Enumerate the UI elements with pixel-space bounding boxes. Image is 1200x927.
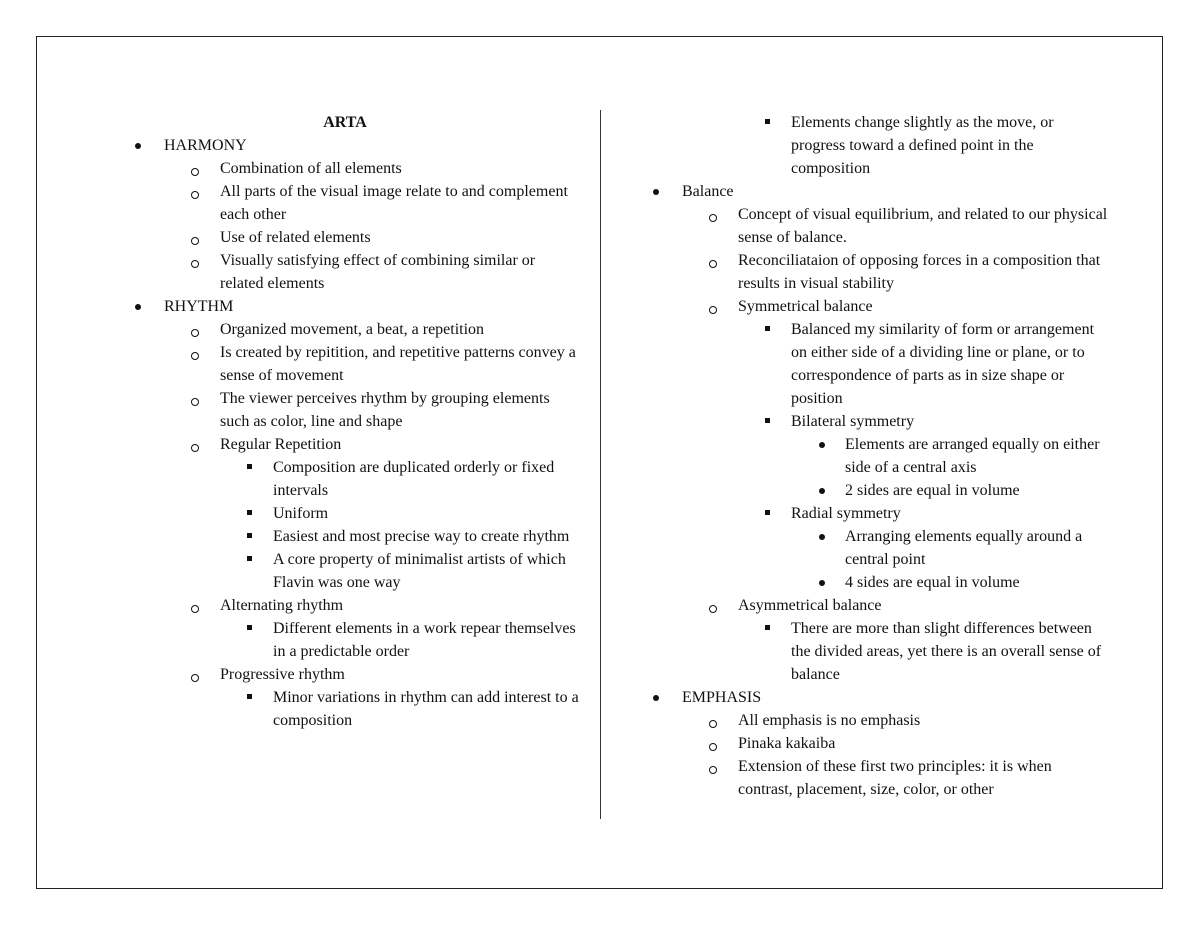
outline-item-level-3 xyxy=(628,502,1108,525)
hollow-circle-bullet-icon xyxy=(191,444,199,452)
outline-item-text: Visually satisfying effect of combining similar or related elements xyxy=(220,252,536,292)
outline-item-level-2 xyxy=(628,594,1108,617)
bullet-icon xyxy=(135,143,141,149)
bullet-icon xyxy=(135,304,141,310)
outline-item-level-2 xyxy=(628,249,1108,295)
bullet-icon xyxy=(819,442,825,448)
outline-item-text: 2 sides are equal in volume xyxy=(845,482,1020,499)
hollow-circle-bullet-icon xyxy=(709,260,717,268)
outline-item-level-3 xyxy=(110,456,580,502)
outline-item-level-1 xyxy=(628,180,1108,203)
outline-item-text: Alternating rhythm xyxy=(220,597,344,614)
outline-item-level-4 xyxy=(628,433,1108,479)
hollow-circle-bullet-icon xyxy=(191,674,199,682)
outline-item-level-3 xyxy=(110,502,580,525)
outline-item-level-4 xyxy=(628,571,1108,594)
outline-item-level-2 xyxy=(110,433,580,456)
hollow-circle-bullet-icon xyxy=(191,398,199,406)
outline-item-level-2 xyxy=(110,180,580,226)
outline-item-text: EMPHASIS xyxy=(682,689,762,706)
outline-item-level-2 xyxy=(628,203,1108,249)
square-bullet-icon xyxy=(247,464,252,469)
outline-item-text: Use of related elements xyxy=(220,229,371,246)
square-bullet-icon xyxy=(765,119,770,124)
outline-item-level-1 xyxy=(628,686,1108,709)
square-bullet-icon xyxy=(765,418,770,423)
outline-item-level-4 xyxy=(628,479,1108,502)
outline-item-level-2 xyxy=(110,249,580,295)
outline-item-level-3 xyxy=(628,318,1108,410)
outline-item-text: Symmetrical balance xyxy=(738,298,873,315)
hollow-circle-bullet-icon xyxy=(191,237,199,245)
outline-item-text: Reconciliataion of opposing forces in a composition that results in visual stability xyxy=(738,252,1101,292)
square-bullet-icon xyxy=(247,556,252,561)
outline-item-level-2 xyxy=(110,387,580,433)
outline-item-text: All parts of the visual image relate to and complement each other xyxy=(220,183,568,223)
outline-item-text: The viewer perceives rhythm by grouping elements such as color, line and shape xyxy=(220,390,550,430)
bullet-icon xyxy=(819,488,825,494)
outline-item-text: HARMONY xyxy=(164,137,247,154)
outline-item-level-2 xyxy=(110,663,580,686)
column-divider xyxy=(600,110,601,819)
hollow-circle-bullet-icon xyxy=(191,352,199,360)
outline-item-text: Is created by repitition, and repetitive patterns convey a sense of movement xyxy=(220,344,576,384)
hollow-circle-bullet-icon xyxy=(709,605,717,613)
hollow-circle-bullet-icon xyxy=(191,605,199,613)
outline-item-text: Elements are arranged equally on either side of a central axis xyxy=(845,436,1100,476)
right-outline-list xyxy=(628,111,1108,801)
outline-item-level-2 xyxy=(110,594,580,617)
square-bullet-icon xyxy=(765,625,770,630)
hollow-circle-bullet-icon xyxy=(709,743,717,751)
bullet-icon xyxy=(819,534,825,540)
left-outline-list xyxy=(110,134,580,732)
square-bullet-icon xyxy=(247,694,252,699)
outline-item-level-1 xyxy=(110,134,580,157)
outline-item-text: 4 sides are equal in volume xyxy=(845,574,1020,591)
hollow-circle-bullet-icon xyxy=(191,168,199,176)
outline-item-level-3 xyxy=(628,111,1108,180)
outline-item-text: Pinaka kakaiba xyxy=(738,735,836,752)
square-bullet-icon xyxy=(765,510,770,515)
outline-item-text: Balanced my similarity of form or arrangement on either side of a dividing line or plane, or to correspondence of parts as in size shape or position xyxy=(791,321,1095,407)
outline-item-text: Easiest and most precise way to create rhythm xyxy=(273,528,570,545)
bullet-icon xyxy=(653,695,659,701)
hollow-circle-bullet-icon xyxy=(709,766,717,774)
outline-item-text: Uniform xyxy=(273,505,329,522)
outline-item-text: Progressive rhythm xyxy=(220,666,345,683)
outline-item-text: All emphasis is no emphasis xyxy=(738,712,921,729)
outline-item-level-4 xyxy=(628,525,1108,571)
outline-item-level-1 xyxy=(110,295,580,318)
outline-item-text: Different elements in a work repear themselves in a predictable order xyxy=(273,620,576,660)
hollow-circle-bullet-icon xyxy=(191,191,199,199)
outline-item-level-2 xyxy=(110,226,580,249)
document-title: ARTA xyxy=(323,114,367,131)
square-bullet-icon xyxy=(247,533,252,538)
outline-item-level-2 xyxy=(628,755,1108,801)
outline-item-level-3 xyxy=(110,617,580,663)
outline-item-text: Arranging elements equally around a central point xyxy=(845,528,1083,568)
outline-item-text: Asymmetrical balance xyxy=(738,597,882,614)
outline-item-text: Elements change slightly as the move, or progress toward a defined point in the composition xyxy=(791,114,1054,177)
outline-item-level-3 xyxy=(628,410,1108,433)
bullet-icon xyxy=(653,189,659,195)
outline-item-text: Extension of these first two principles: it is when contrast, placement, size, color, or other xyxy=(738,758,1052,798)
outline-item-level-2 xyxy=(110,341,580,387)
outline-item-text: Organized movement, a beat, a repetition xyxy=(220,321,485,338)
hollow-circle-bullet-icon xyxy=(191,260,199,268)
right-column xyxy=(628,111,1108,801)
outline-item-text: There are more than slight differences between the divided areas, yet there is an overall sense of balance xyxy=(791,620,1102,683)
outline-item-text: Balance xyxy=(682,183,734,200)
outline-item-text: A core property of minimalist artists of which Flavin was one way xyxy=(273,551,566,591)
outline-item-text: Bilateral symmetry xyxy=(791,413,915,430)
outline-item-level-2 xyxy=(628,295,1108,318)
bullet-icon xyxy=(819,580,825,586)
square-bullet-icon xyxy=(765,326,770,331)
outline-item-level-3 xyxy=(110,548,580,594)
hollow-circle-bullet-icon xyxy=(709,306,717,314)
outline-item-text: Radial symmetry xyxy=(791,505,901,522)
outline-item-level-3 xyxy=(628,617,1108,686)
hollow-circle-bullet-icon xyxy=(709,214,717,222)
outline-item-text: RHYTHM xyxy=(164,298,234,315)
outline-item-text: Minor variations in rhythm can add interest to a composition xyxy=(273,689,579,729)
left-column xyxy=(110,111,580,732)
outline-item-level-2 xyxy=(110,318,580,341)
outline-item-level-2 xyxy=(628,709,1108,732)
square-bullet-icon xyxy=(247,625,252,630)
outline-item-text: Regular Repetition xyxy=(220,436,342,453)
outline-item-text: Composition are duplicated orderly or fixed intervals xyxy=(273,459,555,499)
outline-item-level-3 xyxy=(110,686,580,732)
hollow-circle-bullet-icon xyxy=(191,329,199,337)
outline-item-text: Concept of visual equilibrium, and related to our physical sense of balance. xyxy=(738,206,1108,246)
outline-item-text: Combination of all elements xyxy=(220,160,402,177)
outline-item-level-2 xyxy=(110,157,580,180)
hollow-circle-bullet-icon xyxy=(709,720,717,728)
outline-item-level-3 xyxy=(110,525,580,548)
square-bullet-icon xyxy=(247,510,252,515)
outline-item-level-2 xyxy=(628,732,1108,755)
